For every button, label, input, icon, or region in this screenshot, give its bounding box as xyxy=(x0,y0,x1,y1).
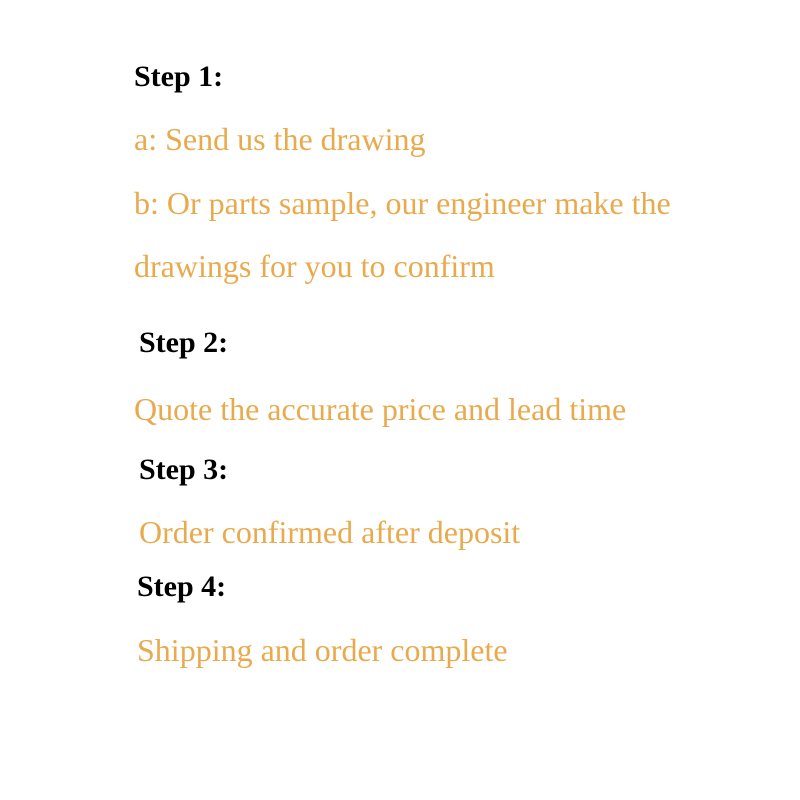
step-4-line: Shipping and order complete xyxy=(137,632,508,668)
step-1-line-a: a: Send us the drawing xyxy=(134,121,426,157)
step-2-heading: Step 2: xyxy=(139,326,229,359)
step-1-line-c: drawings for you to confirm xyxy=(134,248,495,284)
step-3-line: Order confirmed after deposit xyxy=(139,514,521,550)
step-3-heading: Step 3: xyxy=(139,453,229,486)
step-2-line: Quote the accurate price and lead time xyxy=(134,391,627,427)
step-1-heading: Step 1: xyxy=(134,60,224,93)
step-1-line-b: b: Or parts sample, our engineer make the xyxy=(134,185,671,221)
step-4-heading: Step 4: xyxy=(137,570,227,603)
